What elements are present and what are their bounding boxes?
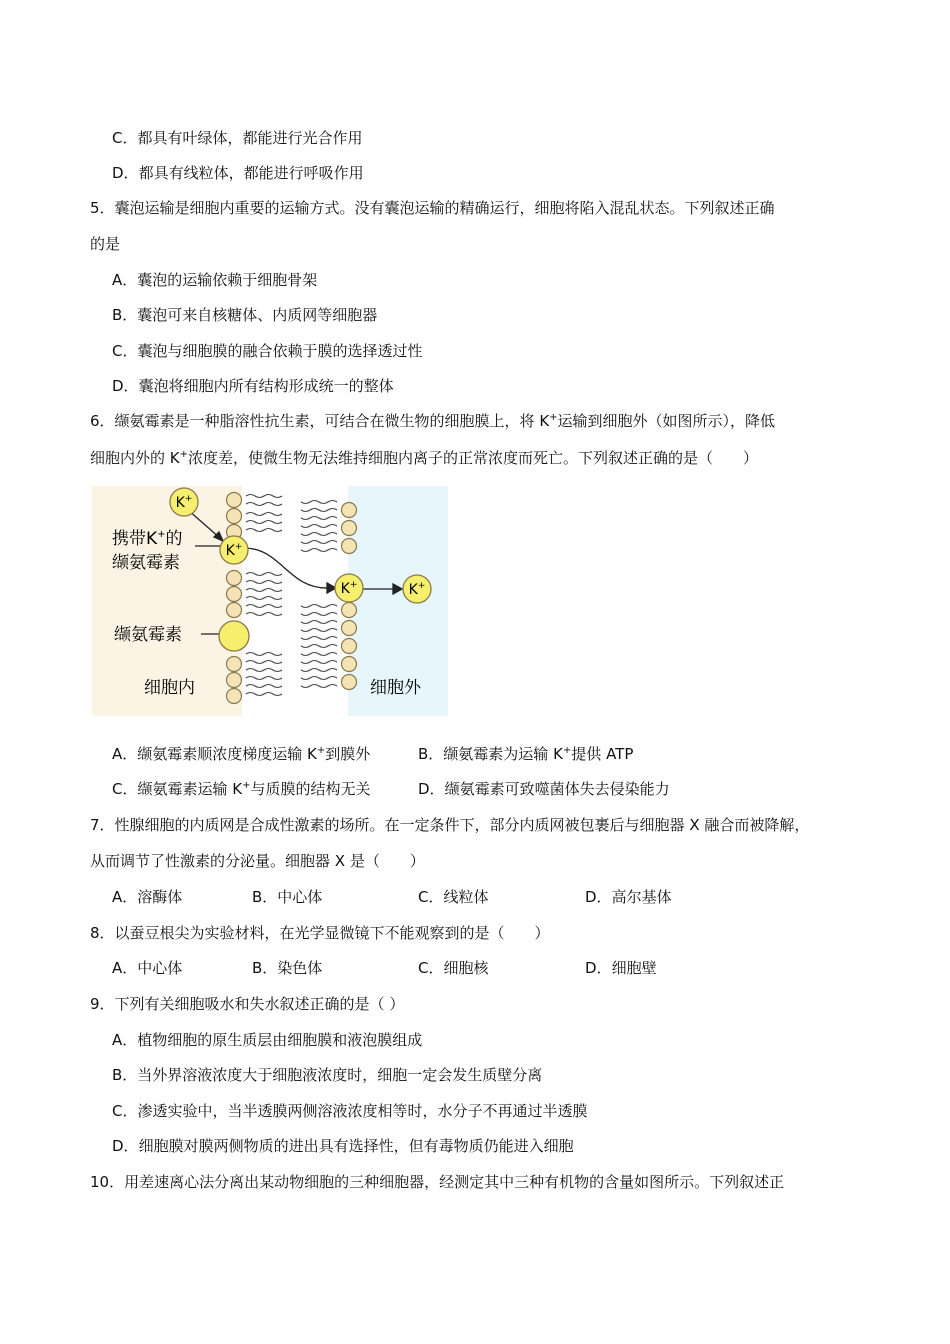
phospholipid-tail	[301, 613, 337, 616]
phospholipid-tail	[301, 637, 337, 640]
label-carrying-line2: 缬氨霉素	[112, 553, 180, 573]
phospholipid-tail	[301, 509, 337, 512]
phospholipid-head	[342, 639, 357, 654]
k-ion-outside-label: K+	[408, 581, 426, 598]
phospholipid-tail	[246, 581, 282, 584]
phospholipid-tail	[246, 597, 282, 600]
phospholipid-tail	[301, 621, 337, 624]
q7-stem-line1: 7．性腺细胞的内质网是合成性激素的场所。在一定条件下，部分内质网被包裹后与细胞器 X 融合而被降解，	[90, 816, 810, 834]
q5-stem-line1: 5．囊泡运输是细胞内重要的运输方式。没有囊泡运输的精确运行，细胞将陷入混乱状态。下列叙述正确	[90, 199, 775, 217]
k-ion-carried-label: K+	[225, 542, 243, 559]
q7-option-c: C．线粒体	[418, 888, 489, 906]
q6-stem-line2: 细胞内外的 K+浓度差，使微生物无法维持细胞内离子的正常浓度而死亡。下列叙述正确的是（ ）	[90, 449, 759, 467]
phospholipid-head	[227, 493, 242, 508]
q8-stem: 8．以蚕豆根尖为实验材料，在光学显微镜下不能观察到的是（ ）	[90, 924, 550, 942]
phospholipid-tail	[246, 693, 282, 696]
q9-stem: 9．下列有关细胞吸水和失水叙述正确的是（ ）	[90, 995, 405, 1013]
phospholipid-tail	[301, 629, 337, 632]
phospholipid-head	[342, 539, 357, 554]
q8-option-d: D．细胞壁	[585, 959, 657, 977]
q10-stem: 10．用差速离心法分离出某动物细胞的三种细胞器，经测定其中三种有机物的含量如图所示。下列叙述正	[90, 1173, 785, 1191]
phospholipid-tail	[246, 503, 282, 506]
q5-stem-line2: 的是	[90, 235, 121, 253]
phospholipid-tail	[246, 573, 282, 576]
phospholipid-tail	[301, 661, 337, 664]
k-ion-top-label: K+	[175, 494, 193, 511]
phospholipid-head	[342, 657, 357, 672]
q4-option-d: D．都具有线粒体，都能进行呼吸作用	[112, 164, 364, 182]
phospholipid-head	[227, 509, 242, 524]
q6-option-d: D．缬氨霉素可致噬菌体失去侵染能力	[418, 780, 670, 798]
k-ion-outside	[403, 575, 431, 603]
phospholipid-tail	[301, 653, 337, 656]
q7-option-a: A．溶酶体	[112, 888, 183, 906]
phospholipid-head	[342, 675, 357, 690]
q9-option-b: B．当外界溶液浓度大于细胞液浓度时，细胞一定会发生质壁分离	[112, 1066, 543, 1084]
label-valinomycin: 缬氨霉素	[114, 625, 182, 645]
k-ion-carried	[220, 536, 248, 564]
phospholipid-head	[342, 503, 357, 518]
phospholipid-tail	[246, 669, 282, 672]
phospholipid-tail	[301, 669, 337, 672]
q4-option-c: C．都具有叶绿体，都能进行光合作用	[112, 129, 363, 147]
k-ion-membrane-out-label: K+	[340, 580, 358, 597]
phospholipid-tail	[301, 685, 337, 688]
phospholipid-tail	[301, 677, 337, 680]
q6-option-c: C．缬氨霉素运输 K+与质膜的结构无关	[112, 780, 371, 798]
phospholipid-tail	[301, 605, 337, 608]
phospholipid-tail	[246, 653, 282, 656]
q5-option-b: B．囊泡可来自核糖体、内质网等细胞器	[112, 306, 378, 324]
phospholipid-tail	[301, 541, 337, 544]
phospholipid-tail	[246, 513, 282, 516]
phospholipid-tail	[301, 501, 337, 504]
q8-option-b: B．染色体	[252, 959, 323, 977]
phospholipid-tail	[301, 517, 337, 520]
q7-option-b: B．中心体	[252, 888, 323, 906]
q9-option-c: C．渗透实验中，当半透膜两侧溶液浓度相等时，水分子不再通过半透膜	[112, 1102, 588, 1120]
phospholipid-head	[227, 689, 242, 704]
q7-stem-line2: 从而调节了性激素的分泌量。细胞器 X 是（ ）	[90, 852, 425, 870]
q8-option-a: A．中心体	[112, 959, 183, 977]
phospholipid-head	[342, 521, 357, 536]
phospholipid-tail	[301, 533, 337, 536]
q6-option-a: A．缬氨霉素顺浓度梯度运输 K+到膜外	[112, 745, 371, 763]
phospholipid-head	[227, 603, 242, 618]
q9-option-a: A．植物细胞的原生质层由细胞膜和液泡膜组成	[112, 1031, 423, 1049]
valinomycin-molecule	[219, 621, 249, 651]
q5-option-c: C．囊泡与细胞膜的融合依赖于膜的选择透过性	[112, 342, 423, 360]
phospholipid-tail	[246, 605, 282, 608]
phospholipid-tail	[301, 525, 337, 528]
phospholipid-head	[227, 571, 242, 586]
phospholipid-tail	[246, 521, 282, 524]
label-cell-outside: 细胞外	[370, 678, 421, 698]
q7-option-d: D．高尔基体	[585, 888, 672, 906]
phospholipid-tail	[246, 661, 282, 664]
phospholipid-tail	[246, 685, 282, 688]
phospholipid-head	[342, 603, 357, 618]
phospholipid-tail	[301, 645, 337, 648]
label-carrying-line1: 携带K+的	[112, 529, 183, 549]
q6-stem-line1: 6．缬氨霉素是一种脂溶性抗生素，可结合在微生物的细胞膜上，将 K+运输到细胞外（如图所示），降低	[90, 412, 776, 430]
lipid-bilayer	[227, 493, 357, 704]
phospholipid-tail	[246, 529, 282, 532]
k-ion-membrane-out	[335, 574, 363, 602]
phospholipid-tail	[246, 677, 282, 680]
phospholipid-tail	[246, 589, 282, 592]
q9-option-d: D．细胞膜对膜两侧物质的进出具有选择性，但有毒物质仍能进入细胞	[112, 1137, 574, 1155]
phospholipid-tail	[246, 495, 282, 498]
label-cell-inside: 细胞内	[144, 678, 195, 698]
phospholipid-head	[227, 657, 242, 672]
q8-option-c: C．细胞核	[418, 959, 489, 977]
phospholipid-head	[342, 621, 357, 636]
k-ion-top	[170, 488, 198, 516]
phospholipid-tail	[246, 613, 282, 616]
phospholipid-head	[227, 673, 242, 688]
q5-option-d: D．囊泡将细胞内所有结构形成统一的整体	[112, 377, 394, 395]
valinomycin-membrane-figure	[92, 486, 448, 716]
phospholipid-head	[227, 587, 242, 602]
phospholipid-tail	[301, 549, 337, 552]
q6-option-b: B．缬氨霉素为运输 K+提供 ATP	[418, 745, 634, 763]
q5-option-a: A．囊泡的运输依赖于细胞骨架	[112, 271, 318, 289]
